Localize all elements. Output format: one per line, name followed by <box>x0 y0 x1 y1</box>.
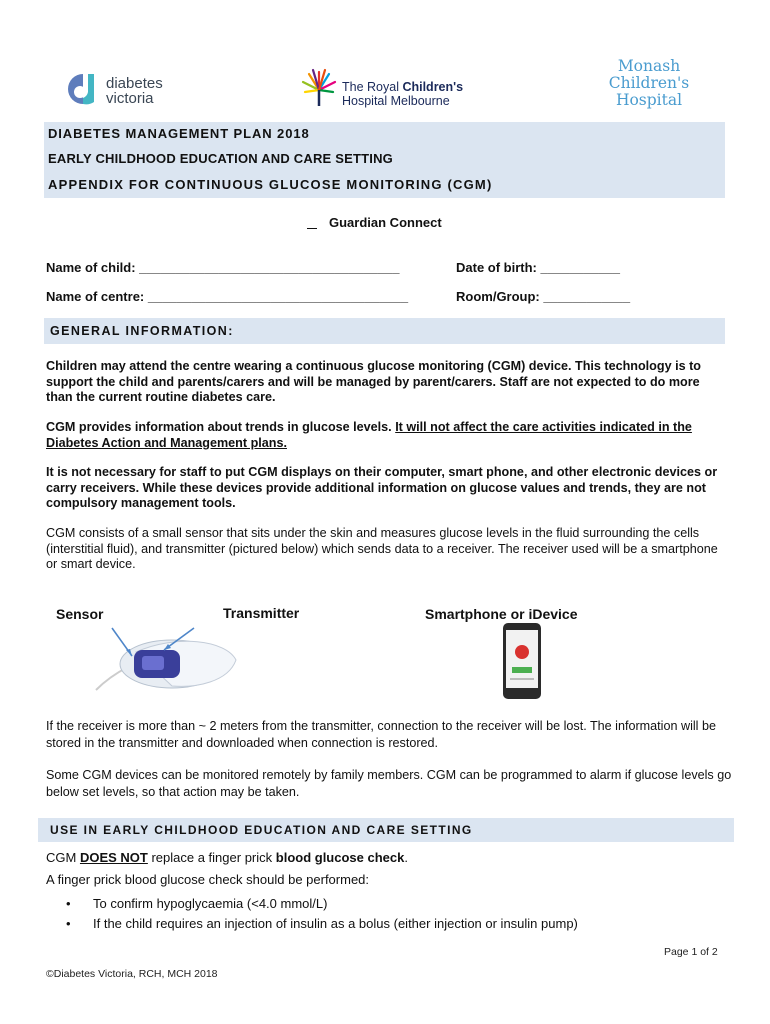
general-info-heading: GENERAL INFORMATION: <box>44 318 725 344</box>
dv-logo-line2: victoria <box>106 90 154 107</box>
smartphone-label: Smartphone or iDevice <box>425 606 578 622</box>
usage-line1-e: . <box>404 850 408 865</box>
child-name-field[interactable]: Name of child: ____________________________________ <box>46 260 400 275</box>
transmitter-sensor-image <box>86 620 246 702</box>
document-title: DIABETES MANAGEMENT PLAN 2018 <box>48 126 310 141</box>
connection-para-1: If the receiver is more than ~ 2 meters from the transmitter, connection to the receiver will be lost. The information will be stored in the transmitter and downloaded when connection is restored. <box>46 719 716 750</box>
usage-line1-c: replace a finger prick <box>147 850 276 865</box>
diabetes-victoria-mark-icon <box>66 72 98 106</box>
bullet-text: If the child requires an injection of insulin as a bolus (either injection or insulin pump) <box>93 916 578 931</box>
page-number: Page 1 of 2 <box>664 946 718 958</box>
usage-line1-does-not: DOES NOT <box>79 850 148 865</box>
connection-para-2: Some CGM devices can be monitored remotely by family members. CGM can be programmed to alarm if glucose levels go below set levels, so that action may be taken. <box>46 768 732 799</box>
transmitter-label: Transmitter <box>223 605 300 621</box>
general-para-2 <box>46 420 726 451</box>
dob-field[interactable]: Date of birth: ___________ <box>456 260 621 275</box>
list-item <box>66 914 578 934</box>
rch-logo <box>300 68 470 110</box>
copyright: ©Diabetes Victoria, RCH, MCH 2018 <box>46 968 218 980</box>
usage-line1-bgc: blood glucose check <box>275 850 405 865</box>
rch-logo-prefix: The Royal <box>342 80 403 94</box>
centre-name-field[interactable]: Name of centre: ____________________________________ <box>46 289 409 304</box>
smartphone-image <box>502 622 542 700</box>
rch-logo-bold: Children's <box>402 80 464 94</box>
rch-tree-icon <box>300 68 338 108</box>
room-group-field[interactable]: Room/Group: ____________ <box>456 289 631 304</box>
general-para-4: CGM consists of a small sensor that sits under the skin and measures glucose levels in the fluid surrounding the cells (interstitial fluid), and transmitter (pictured below) which sends data to a receiver. The receiver used will be a smartphone or smart device. <box>46 526 718 571</box>
usage-line-2: A finger prick blood glucose check should be performed: <box>46 872 370 887</box>
bullet-icon: • <box>66 916 71 931</box>
title-band <box>44 122 725 198</box>
diabetes-victoria-logo <box>66 70 176 110</box>
usage-bullet-list <box>66 894 578 934</box>
appendix-title: APPENDIX FOR CONTINUOUS GLUCOSE MONITORING (CGM) <box>48 177 493 192</box>
mch-logo-line3: Hospital <box>615 91 683 109</box>
dv-logo-line1: diabetes <box>106 75 163 92</box>
mch-logo-line1: Monash <box>617 57 681 75</box>
usage-heading: USE IN EARLY CHILDHOOD EDUCATION AND CARE SETTING <box>38 818 734 842</box>
usage-line1-a: CGM <box>46 850 80 865</box>
bullet-icon: • <box>66 896 71 911</box>
list-item <box>66 894 578 914</box>
usage-line-1 <box>46 850 408 865</box>
general-para-3: It is not necessary for staff to put CGM displays on their computer, smart phone, and other electronic devices or carry receivers. While these devices provide additional information on glucose values and trends, they are not compulsory management tools. <box>46 465 718 510</box>
document-subtitle: EARLY CHILDHOOD EDUCATION AND CARE SETTING <box>48 151 393 166</box>
rch-logo-line2: Hospital Melbourne <box>342 94 450 108</box>
sensor-label: Sensor <box>56 606 104 622</box>
bullet-text: To confirm hypoglycaemia (<4.0 mmol/L) <box>93 896 328 911</box>
general-para-2-bold: CGM provides information about trends in glucose levels. <box>46 420 396 434</box>
guardian-connect-label: Guardian Connect <box>329 215 442 230</box>
monash-childrens-logo <box>604 58 694 116</box>
general-para-2-underline: It will not affect the care activities indicated in the Diabetes Action and Management plans. <box>46 420 692 450</box>
guardian-connect-checkbox[interactable] <box>307 215 317 229</box>
general-para-1: Children may attend the centre wearing a continuous glucose monitoring (CGM) device. This technology is to support the child and parents/carers and will be managed by parent/carers. Staff are not expected to do more than the current routine diabetes care. <box>46 359 701 404</box>
mch-logo-line2: Children's <box>608 74 690 92</box>
